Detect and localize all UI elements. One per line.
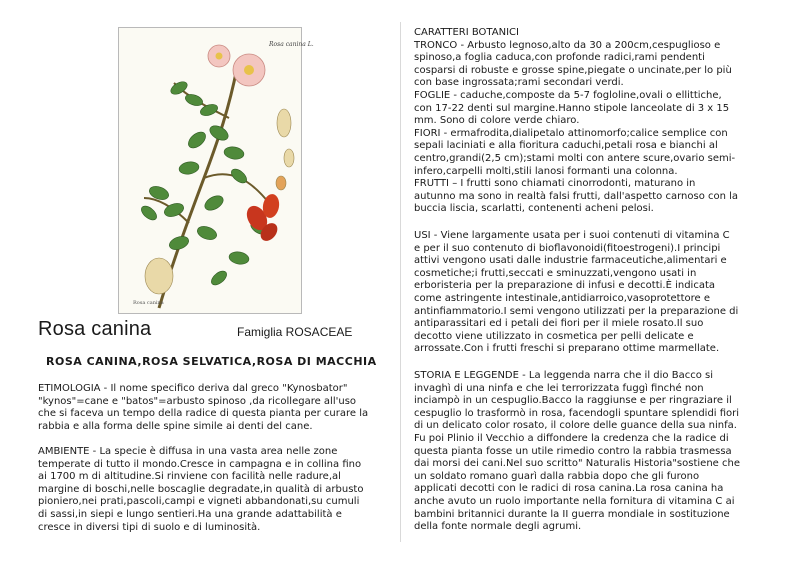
column-divider [400, 22, 401, 542]
rosa-canina-drawing [119, 28, 314, 313]
family-label: Famiglia ROSACEAE [237, 325, 353, 339]
uses-section: USI - Viene largamente usata per i suoi contenuti di vitamina C e per il suo contenuto di bioflavonoidi(fitoestrogeni).I principi attivi vengono usati dalle industrie farmaceutiche,alimentari e cosmetiche;i frutti,seccati e sminuzzati,vengono usati in erboristeria per la preparazione di infusi e decotti.È indicata come astringente intestinale,antidiarroico,vasoprotettore e antinfiammatorio.I semi vengono utilizzati per la preparazione di antiparassitari ed i petali dei fiori per il miele rosato.Il suo decotto viene utilizzato in cosmetica per pelli delicate e arrossate.Con i frutti freschi si preparano ottime marmellate. [414, 230, 739, 355]
illustration-caption-bottom: Rosa canina [133, 300, 164, 306]
flower-icon [208, 45, 265, 86]
page-title: Rosa canina [38, 318, 152, 340]
botanical-illustration [118, 27, 314, 314]
etymology-section: ETIMOLOGIA - Il nome specifico deriva dal greco "Kynosbator" "kynos"=cane e "batos"=arbusto spinoso ,da ricollegare all'uso che si faceva un tempo della radice di questa pianta per curare la rabbia e alla forma delle spine simile ai denti del cane. [38, 383, 369, 432]
history-legends-section: STORIA E LEGGENDE - La leggenda narra che il dio Bacco si invaghì di una ninfa e che lei terrorizzata fuggì finché non inciampò in un cespuglio.Bacco la raggiunse e per ringraziare il cespuglio lo trasformò in rosa, facendogli spuntare splendidi fiori di un delicato color rosato, il colore delle guance della sua ninfa. Fu poi Plinio il Vecchio a diffondere la credenza che la radice di questa pianta fosse un utile rimedio contro la rabbia trasmessa dai morsi dei cani.Nel suo scritto" Naturalis Historia"sostiene che un soldato romano guarì dalla rabbia dopo che gli furono applicati decotti con le radici di rosa canina.La rosa canina ha anche avuto un ruolo importante nella fornitura di vitamina C ai bambini britannici durante la II guerra mondiale in sostituzione della fonte normale degli agrumi. [414, 370, 740, 533]
habitat-section: AMBIENTE - La specie è diffusa in una vasta area nelle zone temperate di tutto il mondo.Cresce in campagna e in collina fino ai 1700 m di altitudine.Si rinviene con facilità nelle radure,al margine di boschi,nelle boscaglie degradate,in qualità di arbusto pioniero,nei prati,pascoli,campi e vigneti abbandonati,su cumuli di sassi,in siepi e lungo sentieri.Ha una grande adattabilità e cresce in diversi tipi di suolo e di luminosità. [38, 446, 364, 533]
illustration-caption-top: Rosa canina L. [269, 41, 314, 48]
rose-hip-icon [243, 193, 281, 244]
common-names-heading: ROSA CANINA,ROSA SELVATICA,ROSA DI MACCHIA [46, 355, 377, 368]
botanical-characters-section: CARATTERI BOTANICI TRONCO - Arbusto legnoso,alto da 30 a 200cm,cespuglioso e spinoso,a foglia caduca,con profonde radici,rami pendenti cosparsi di robuste e grosse spine,piegate o uncinate,per lo più con base ingrossata;rami secondari verdi. FOGLIE - caduche,composte da 5-7 fogloline,ovali o ellittiche, con 17-22 denti sul margine.Hanno stipole lanceolate di 3 x 15 mm. Sono di colore verde chiaro. FIORI - ermafrodita,dialipetalo attinomorfo;calice semplice con sepali laciniati e alla fioritura caduchi,petali rosa e bianchi al centro,grandi(2,5 cm);stami molti con antere scure,ovario semi- infero,carpelli molti,stili lanosi formanti una colonna. FRUTTI – I frutti sono chiamati cinorrodonti, maturano in autunno ma sono in realtà falsi frutti, dall'aspetto carnoso con la buccia liscia, scarlatti, contenenti acheni pelosi. [414, 27, 739, 215]
